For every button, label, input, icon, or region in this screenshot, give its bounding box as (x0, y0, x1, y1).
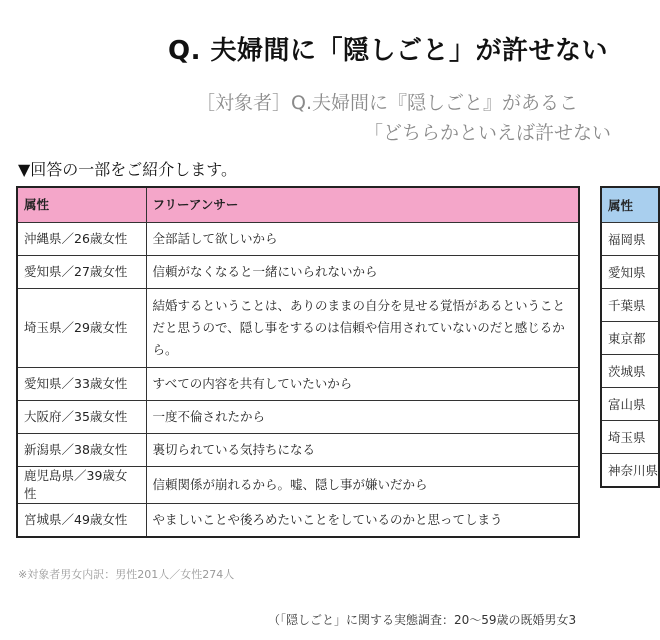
side-row (601, 421, 659, 454)
side-row (601, 388, 659, 421)
side-row-attribute: 埼玉県 (601, 421, 659, 454)
row-answer: 裏切られている気持ちになる (146, 434, 579, 467)
side-row-attribute: 神奈川県 (601, 454, 659, 488)
row-answer: 全部話して欲しいから (146, 223, 579, 256)
side-header-attribute: 属性 (601, 187, 659, 223)
subtitle-answer: 「どちらかといえば許せない (364, 122, 612, 144)
header-free-answer: フリーアンサー (146, 187, 579, 223)
row-attribute: 埼玉県／29歳女性 (17, 289, 146, 368)
table-row (17, 434, 579, 467)
side-row-attribute: 愛知県 (601, 256, 659, 289)
row-attribute: 愛知県／33歳女性 (17, 368, 146, 401)
table-row (17, 504, 579, 538)
subtitle-target: ［対象者］Q.夫婦間に『隠しごと』があるこ (196, 92, 578, 114)
table-row (17, 401, 579, 434)
row-answer: 信頼関係が崩れるから。嘘、隠し事が嫌いだから (146, 467, 579, 504)
side-row-attribute: 千葉県 (601, 289, 659, 322)
row-answer: 信頼がなくなると一緒にいられないから (146, 256, 579, 289)
side-row-attribute: 東京都 (601, 322, 659, 355)
table-row (17, 368, 579, 401)
source-footer: （「隠しごと」に関する実態調査：20〜59歳の既婚男女3 (268, 613, 577, 627)
row-attribute: 沖縄県／26歳女性 (17, 223, 146, 256)
row-attribute: 新潟県／38歳女性 (17, 434, 146, 467)
header-attribute: 属性 (17, 187, 146, 223)
side-row (601, 289, 659, 322)
table-row (17, 289, 579, 368)
row-answer: 一度不倫されたから (146, 401, 579, 434)
page-title: Q. 夫婦間に「隠しごと」が許せない (168, 36, 609, 66)
side-row (601, 454, 659, 488)
side-row (601, 355, 659, 388)
row-attribute: 愛知県／27歳女性 (17, 256, 146, 289)
respondent-note: ※対象者男女内訳：男性201人／女性274人 (18, 568, 235, 581)
row-attribute: 大阪府／35歳女性 (17, 401, 146, 434)
row-attribute: 鹿児島県／39歳女性 (17, 467, 146, 504)
table-header-row (17, 187, 579, 223)
table-row (17, 223, 579, 256)
side-row-attribute: 福岡県 (601, 223, 659, 256)
side-row (601, 223, 659, 256)
section-label: ▼回答の一部をご紹介します。 (18, 160, 238, 179)
side-header-row (601, 187, 659, 223)
side-table (600, 186, 660, 488)
answers-table (16, 186, 580, 538)
table-row (17, 256, 579, 289)
table-row (17, 467, 579, 504)
side-row-attribute: 茨城県 (601, 355, 659, 388)
row-answer: やましいことや後ろめたいことをしているのかと思ってしまう (146, 504, 579, 538)
side-row (601, 256, 659, 289)
side-row (601, 322, 659, 355)
row-answer: 結婚するということは、ありのままの自分を見せる覚悟があるということだと思うので、隠し事をするのは信頼や信用されていないのだと感じるから。 (146, 289, 579, 368)
row-answer: すべての内容を共有していたいから (146, 368, 579, 401)
row-attribute: 宮城県／49歳女性 (17, 504, 146, 538)
side-row-attribute: 富山県 (601, 388, 659, 421)
